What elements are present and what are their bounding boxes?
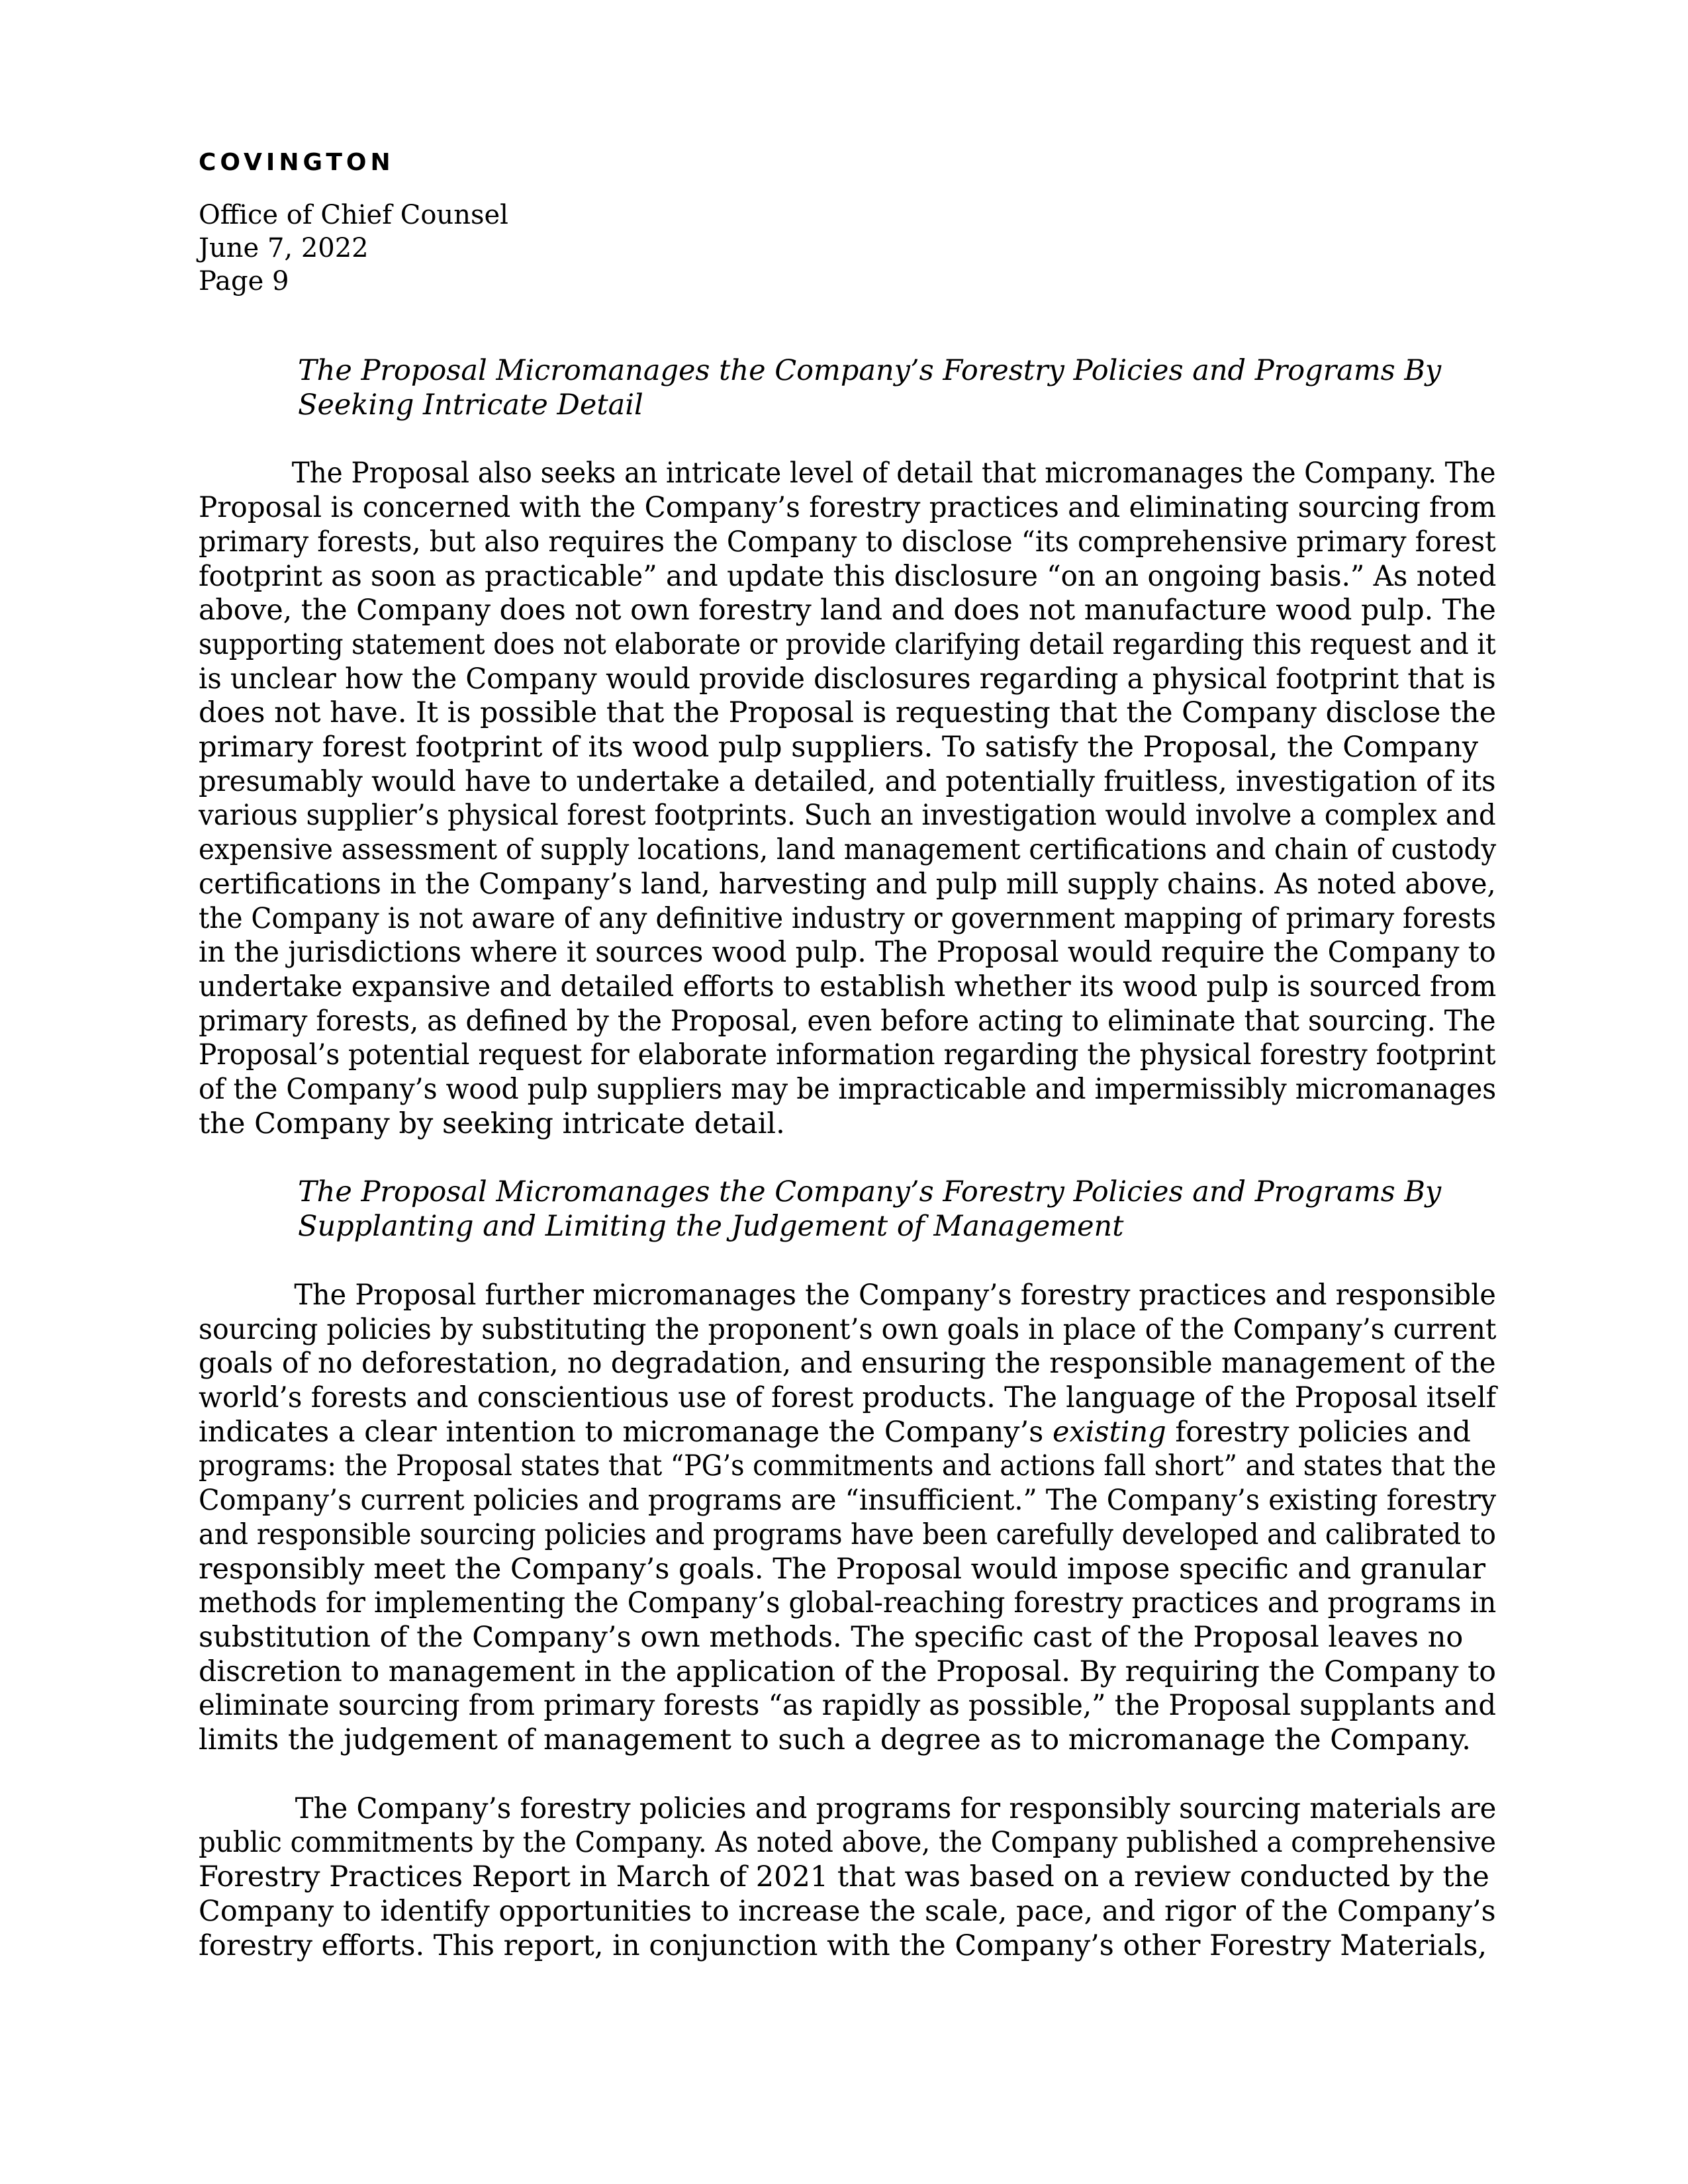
paragraph-line: eliminate sourcing from primary forests “as rapidly as possible,” the Proposal supplants and <box>199 1689 1497 1723</box>
emphasized-word: existing <box>1052 1415 1166 1449</box>
paragraph-line: expensive assessment of supply locations, land management certifications and chain of custody <box>199 833 1497 867</box>
paragraph-line: various supplier’s physical forest footprints. Such an investigation would involve a complex and <box>199 799 1496 833</box>
heading-line: The Proposal Micromanages the Company’s Forestry Policies and Programs By <box>298 354 1442 387</box>
heading-line: Supplanting and Limiting the Judgement of Management <box>298 1210 1124 1244</box>
paragraph-line: of the Company’s wood pulp suppliers may be impracticable and impermissibly micromanages <box>199 1073 1497 1107</box>
date-line: June 7, 2022 <box>199 233 369 263</box>
paragraph-line: primary forests, but also requires the Company to disclose “its comprehensive primary forest <box>199 525 1496 559</box>
paragraph-line: footprint as soon as practicable” and update this disclosure “on an ongoing basis.” As noted <box>199 559 1497 593</box>
paragraph-line: programs: the Proposal states that “PG’s commitments and actions fall short” and states that the <box>199 1449 1497 1483</box>
section-heading-intricate-detail <box>298 354 1496 422</box>
letter-body <box>199 354 1496 1997</box>
paragraph-intricate-detail <box>199 457 1496 1141</box>
letter-header <box>199 199 508 298</box>
paragraph-line: goals of no deforestation, no degradation, and ensuring the responsible management of the <box>199 1347 1496 1381</box>
paragraph-line: Company’s current policies and programs are “insufficient.” The Company’s existing forestry <box>199 1484 1497 1518</box>
paragraph-line: Proposal’s potential request for elaborate information regarding the physical forestry footprint <box>199 1038 1496 1072</box>
paragraph-line: in the jurisdictions where it sources wood pulp. The Proposal would require the Company to <box>199 936 1496 970</box>
paragraph-line: forestry efforts. This report, in conjunction with the Company’s other Forestry Materials, <box>199 1929 1487 1962</box>
paragraph-line: public commitments by the Company. As noted above, the Company published a comprehensive <box>199 1826 1496 1860</box>
paragraph-line: above, the Company does not own forestry land and does not manufacture wood pulp. The <box>199 594 1496 627</box>
text-run: forestry policies and <box>1166 1415 1471 1449</box>
paragraph-line: substitution of the Company’s own methods. The specific cast of the Proposal leaves no <box>199 1620 1464 1654</box>
heading-line: The Proposal Micromanages the Company’s Forestry Policies and Programs By <box>298 1175 1442 1209</box>
paragraph-line: sourcing policies by substituting the proponent’s own goals in place of the Company’s current <box>199 1312 1497 1346</box>
paragraph-line: limits the judgement of management to such a degree as to micromanage the Company. <box>199 1723 1471 1757</box>
paragraph-line: The Proposal also seeks an intricate level of detail that micromanages the Company. The <box>291 457 1496 490</box>
paragraph-line: primary forests, as defined by the Proposal, even before acting to eliminate that sourcing. The <box>199 1004 1496 1038</box>
paragraph-line: The Company’s forestry policies and programs for responsibly sourcing materials are <box>295 1792 1497 1825</box>
recipient-line: Office of Chief Counsel <box>199 200 508 230</box>
paragraph-line: primary forest footprint of its wood pulp suppliers. To satisfy the Proposal, the Company <box>199 731 1478 764</box>
paragraph-line: Forestry Practices Report in March of 2021 that was based on a review conducted by the <box>199 1860 1489 1894</box>
paragraph-line: Company to identify opportunities to increase the scale, pace, and rigor of the Company’s <box>199 1894 1496 1928</box>
paragraph-supplanting-judgement <box>199 1279 1496 1758</box>
paragraph-line: certifications in the Company’s land, harvesting and pulp mill supply chains. As noted above, <box>199 867 1496 901</box>
paragraph-line: is unclear how the Company would provide disclosures regarding a physical footprint that is <box>199 662 1496 696</box>
page-number: Page 9 <box>199 266 289 296</box>
paragraph-line: does not have. It is possible that the Proposal is requesting that the Company disclose the <box>199 696 1497 730</box>
paragraph-line: responsibly meet the Company’s goals. The Proposal would impose specific and granular <box>199 1552 1486 1586</box>
paragraph-line: supporting statement does not elaborate or provide clarifying detail regarding this request and it <box>199 627 1496 661</box>
paragraph-line: and responsible sourcing policies and programs have been carefully developed and calibrated to <box>199 1518 1496 1551</box>
paragraph-line: Proposal is concerned with the Company’s forestry practices and eliminating sourcing from <box>199 491 1496 525</box>
paragraph-line: presumably would have to undertake a detailed, and potentially fruitless, investigation of its <box>199 764 1496 798</box>
heading-line: Seeking Intricate Detail <box>298 388 643 422</box>
section-heading-supplanting-judgement <box>298 1175 1496 1244</box>
paragraph-line: the Company is not aware of any definitive industry or government mapping of primary forests <box>199 901 1497 935</box>
text-run: indicates a clear intention to micromanage the Company’s <box>199 1415 1053 1449</box>
covington-logo: COVINGTON <box>199 149 395 176</box>
paragraph-line: methods for implementing the Company’s global-reaching forestry practices and programs in <box>199 1586 1497 1620</box>
paragraph-line: the Company by seeking intricate detail. <box>199 1107 785 1140</box>
paragraph-line: world’s forests and conscientious use of forest products. The language of the Proposal itself <box>199 1381 1497 1414</box>
paragraph-line: undertake expansive and detailed efforts to establish whether its wood pulp is sourced from <box>199 970 1497 1003</box>
paragraph-line: discretion to management in the application of the Proposal. By requiring the Company to <box>199 1655 1497 1688</box>
paragraph-line <box>199 1416 1496 1450</box>
paragraph-line: The Proposal further micromanages the Company’s forestry practices and responsible <box>294 1278 1496 1312</box>
paragraph-public-commitments <box>199 1792 1496 1964</box>
